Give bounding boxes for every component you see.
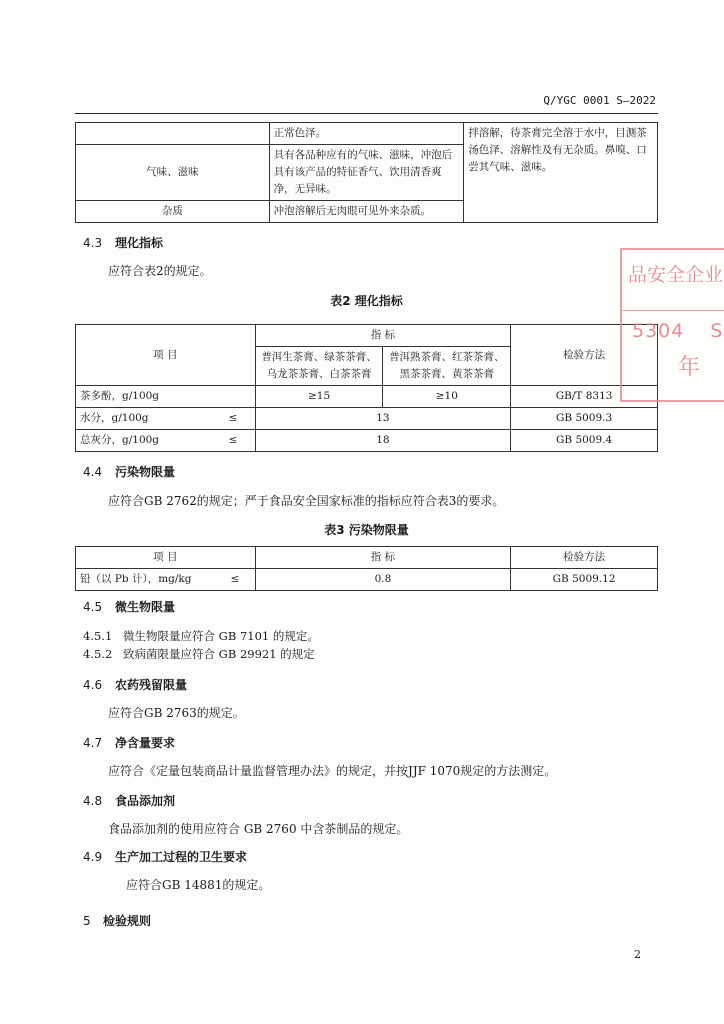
physchem-table — [75, 324, 658, 452]
paragraph: 食品添加剂的使用应符合 GB 2760 中含茶制品的规定。 — [108, 822, 409, 836]
table-cell: GB 5009.4 — [511, 430, 658, 452]
paragraph: 应符合GB 2762的规定；严于食品安全国家标准的指标应符合表3的要求。 — [108, 494, 505, 508]
table-cell: 具有各品种应有的气味、滋味，冲泡后具有该产品的特征香气、饮用清香爽净，无异味。 — [269, 145, 464, 201]
seal-text: 年 — [678, 355, 701, 380]
section-heading-4-5: 4.5 微生物限量 — [83, 600, 176, 614]
table-row — [76, 325, 658, 347]
table-row — [76, 547, 658, 569]
table-cell: 水分，g/100g — [76, 408, 212, 430]
page-number: 2 — [634, 948, 641, 961]
section-heading-4-3: 4.3 理化指标 — [83, 236, 164, 250]
table-cell: ≥10 — [383, 386, 511, 408]
seal-text: 5304 S — [632, 320, 724, 342]
subsection-4-5-1: 4.5.1 微生物限量应符合 GB 7101 的规定。 — [83, 629, 319, 643]
table-cell: 13 — [255, 408, 511, 430]
sensory-table — [75, 122, 658, 223]
table-cell: 冲泡溶解后无肉眼可见外来杂质。 — [269, 201, 464, 223]
table-header: 普洱熟茶膏、红茶茶膏、黑茶茶膏、黄茶茶膏 — [383, 347, 511, 386]
table-header: 检验方法 — [511, 325, 658, 386]
section-heading-5: 5 检验规则 — [83, 914, 152, 928]
seal-divider — [622, 310, 724, 311]
table-cell: 正常色泽。 — [269, 123, 464, 145]
table-cell: GB 5009.3 — [511, 408, 658, 430]
table-header: 项 目 — [76, 325, 256, 386]
table-row — [76, 569, 658, 591]
table-cell: 铅（以 Pb 计），mg/kg — [76, 569, 216, 591]
table-row — [76, 123, 658, 145]
table-cell: 总灰分，g/100g — [76, 430, 212, 452]
table-cell: 杂质 — [76, 201, 270, 223]
section-heading-4-4: 4.4 污染物限量 — [83, 465, 176, 479]
table-caption: 表2 理化指标 — [330, 294, 403, 308]
table-caption: 表3 污染物限量 — [324, 523, 409, 537]
table-cell: ≥15 — [255, 386, 383, 408]
table-row — [76, 408, 658, 430]
table-cell: ≤ — [215, 569, 255, 591]
paragraph: 应符合GB 14881的规定。 — [126, 878, 271, 892]
table-header: 普洱生茶膏、绿茶茶膏、乌龙茶茶膏、白茶茶膏 — [255, 347, 383, 386]
paragraph: 应符合《定量包装商品计量监督管理办法》的规定，并按JJF 1070规定的方法测定。 — [108, 764, 557, 778]
table-cell: 气味、滋味 — [76, 145, 270, 201]
section-heading-4-7: 4.7 净含量要求 — [83, 736, 176, 750]
subsection-4-5-2: 4.5.2 致病菌限量应符合 GB 29921 的规定 — [83, 647, 315, 661]
table-cell — [211, 386, 255, 408]
paragraph: 应符合GB 2763的规定。 — [108, 706, 245, 720]
table-cell: 0.8 — [255, 569, 510, 591]
table-cell: GB 5009.12 — [511, 569, 658, 591]
method-cell: 拌溶解，待茶膏完全溶于水中，目测茶汤色泽、溶解性及有无杂质。鼻嗅、口尝其气味、滋味。 — [464, 123, 658, 223]
table-header: 指 标 — [255, 325, 511, 347]
table-cell: ≤ — [211, 430, 255, 452]
contaminant-table — [75, 546, 658, 591]
table-row — [76, 386, 658, 408]
section-heading-4-9: 4.9 生产加工过程的卫生要求 — [83, 850, 248, 864]
table-header: 指 标 — [255, 547, 510, 569]
section-heading-4-8: 4.8 食品添加剂 — [83, 794, 176, 808]
table-header: 项 目 — [76, 547, 256, 569]
table-cell: 茶多酚，g/100g — [76, 386, 212, 408]
table-row — [76, 430, 658, 452]
table-header: 检验方法 — [511, 547, 658, 569]
table-cell — [76, 123, 270, 145]
table-cell: GB/T 8313 — [511, 386, 658, 408]
seal-text: 品安全企业 — [628, 264, 724, 286]
table-cell: 18 — [255, 430, 511, 452]
document-id: Q/YGC 0001 S—2022 — [543, 94, 656, 107]
section-heading-4-6: 4.6 农药残留限量 — [83, 678, 188, 692]
company-seal — [620, 248, 724, 402]
paragraph: 应符合表2的规定。 — [108, 264, 212, 278]
header-rule — [75, 113, 658, 114]
table-cell: ≤ — [211, 408, 255, 430]
